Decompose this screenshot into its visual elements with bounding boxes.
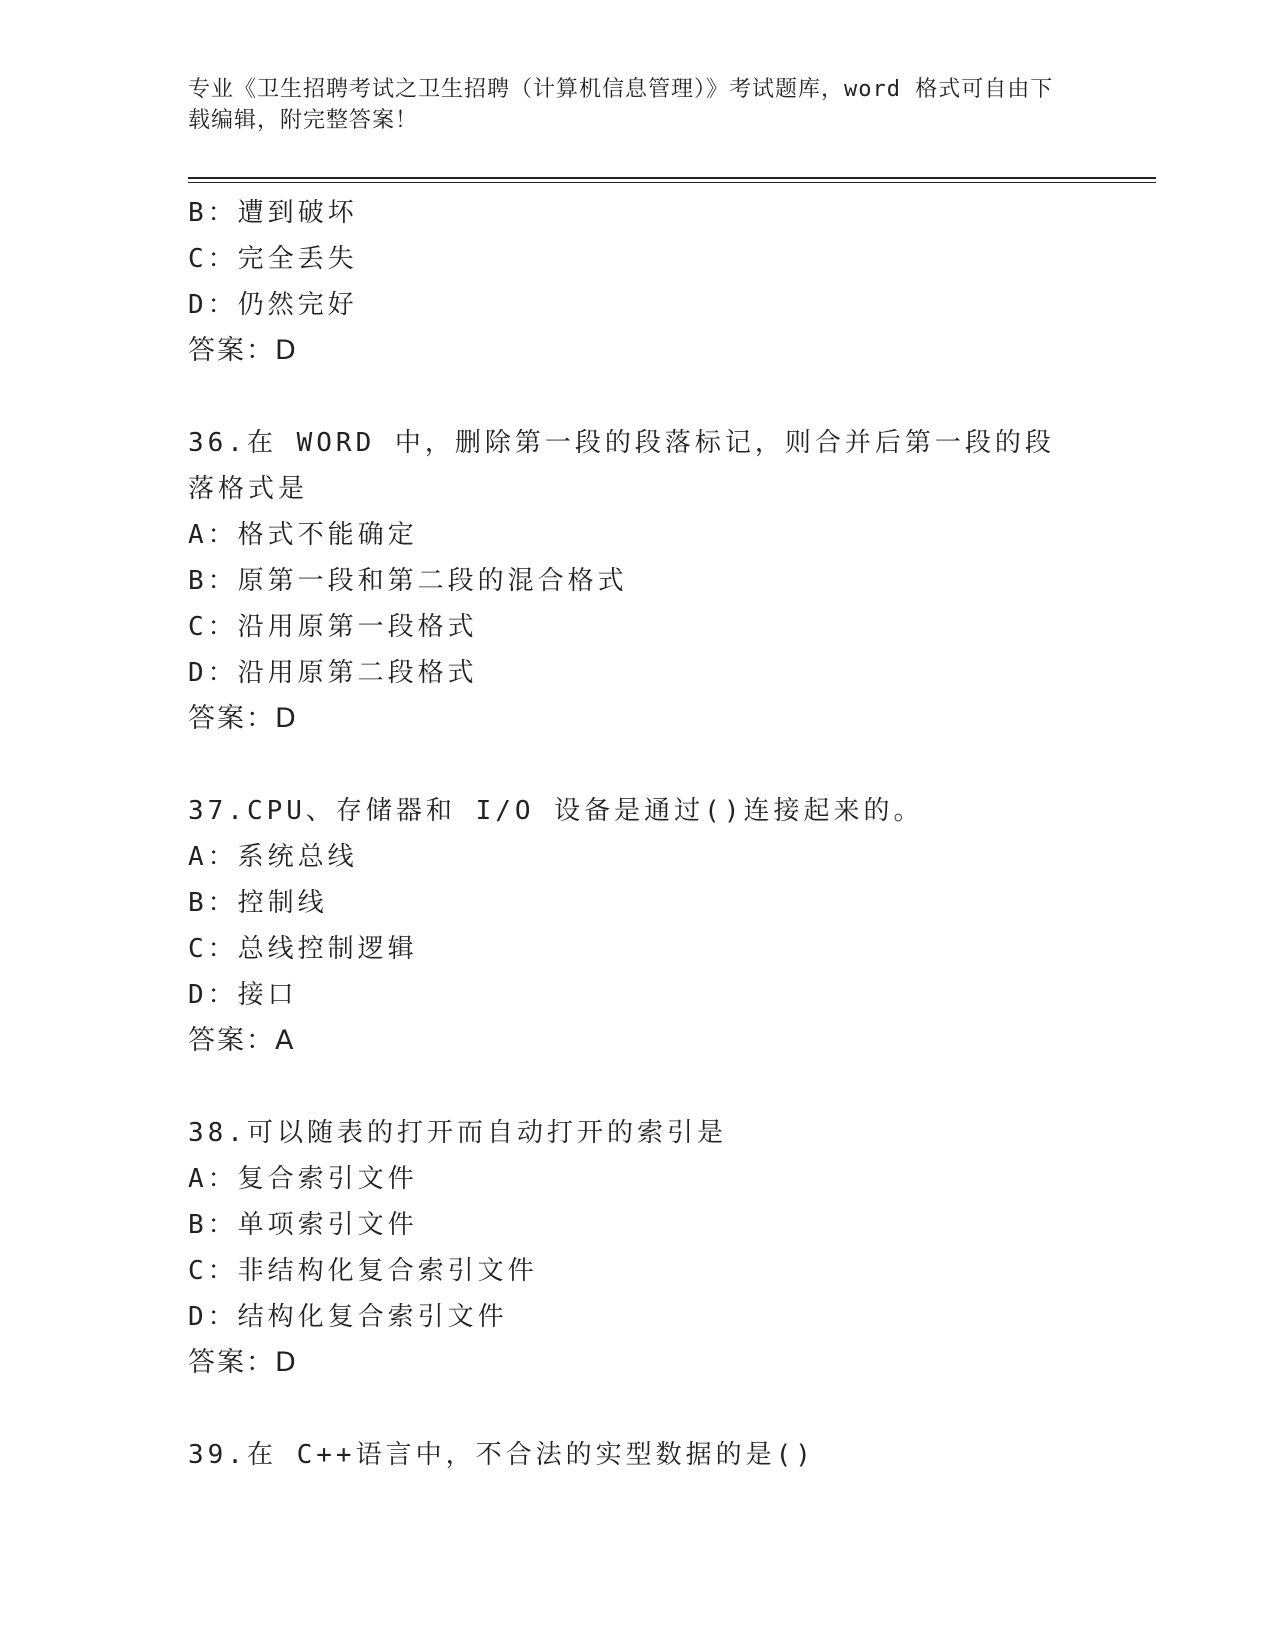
option-c: C：总线控制逻辑 [188, 934, 418, 964]
answer-line: 答案：A [188, 1025, 296, 1056]
option-c: C：非结构化复合索引文件 [188, 1256, 538, 1286]
option-c: C：完全丢失 [188, 244, 358, 274]
header-divider-thin [188, 182, 1156, 183]
option-a: A：系统总线 [188, 842, 358, 872]
page-content [188, 190, 1088, 1478]
option-a: A：格式不能确定 [188, 520, 418, 550]
question-38 [188, 1110, 1088, 1386]
answer-line: 答案：D [188, 1347, 298, 1378]
previous-question-block [188, 190, 1088, 374]
option-d: D：仍然完好 [188, 290, 358, 320]
question-36 [188, 420, 1088, 742]
question-39 [188, 1432, 1088, 1478]
option-d: D：结构化复合索引文件 [188, 1302, 508, 1332]
option-b: B：遭到破坏 [188, 198, 358, 228]
answer-line: 答案：D [188, 703, 298, 734]
answer-line: 答案：D [188, 335, 298, 366]
option-b: B：控制线 [188, 888, 328, 918]
document-header: 专业《卫生招聘考试之卫生招聘（计算机信息管理）》考试题库，word 格式可自由下载编辑，附完整答案！ [188, 77, 1054, 133]
option-c: C：沿用原第一段格式 [188, 612, 478, 642]
question-text: 37.CPU、存储器和 I/O 设备是通过()连接起来的。 [188, 796, 924, 826]
option-d: D：沿用原第二段格式 [188, 658, 478, 688]
option-b: B：单项索引文件 [188, 1210, 418, 1240]
question-text: 38.可以随表的打开而自动打开的索引是 [188, 1118, 727, 1148]
question-text: 36.在 WORD 中，删除第一段的段落标记，则合并后第一段的段落格式是 [188, 428, 1055, 504]
option-d: D：接口 [188, 980, 298, 1010]
header-divider-thick [188, 177, 1156, 179]
option-b: B：原第一段和第二段的混合格式 [188, 566, 628, 596]
question-37 [188, 788, 1088, 1064]
option-a: A：复合索引文件 [188, 1164, 418, 1194]
question-text: 39.在 C++语言中，不合法的实型数据的是() [188, 1440, 815, 1470]
